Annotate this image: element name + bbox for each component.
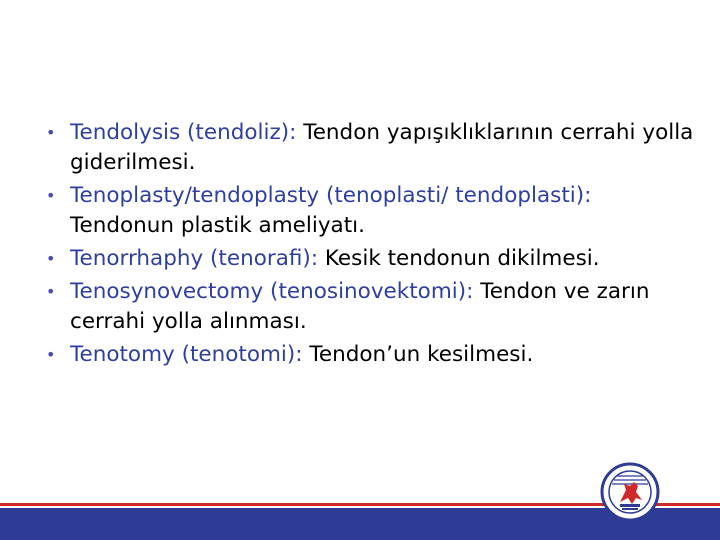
bullet-item-tenosynovectomy xyxy=(40,277,700,337)
definition-text: Tendon’un kesilmesi. xyxy=(302,342,534,367)
bullet-item-tendolysis xyxy=(40,118,700,178)
definition-text: Kesik tendonun dikilmesi. xyxy=(318,246,600,271)
definition-text: Tendon ve zarın cerrahi yolla alınması. xyxy=(70,279,650,334)
bullet-list xyxy=(40,118,700,373)
bullet-item-tenotomy xyxy=(40,340,700,370)
bullet-icon: • xyxy=(46,249,56,268)
bullet-item-tenoplasty xyxy=(40,181,700,241)
term-label: Tenorrhaphy (tenorafi): xyxy=(70,246,319,271)
university-seal-icon xyxy=(600,462,660,522)
definition-text: Tendonun plastik ameliyatı. xyxy=(70,213,365,238)
bullet-icon: • xyxy=(46,345,56,364)
term-label: Tenotomy (tenotomi): xyxy=(70,342,303,367)
definition-text: Tendon yapışıklıklarının cerrahi yolla giderilmesi. xyxy=(70,120,694,175)
bullet-icon: • xyxy=(46,282,56,301)
term-label: Tenoplasty/tendoplasty (tenoplasti/ tendoplasti): xyxy=(70,183,592,208)
bullet-icon: • xyxy=(46,186,56,205)
bullet-icon: • xyxy=(46,123,56,142)
term-label: Tenosynovectomy (tenosinovektomi): xyxy=(70,279,474,304)
bullet-item-tenorrhaphy xyxy=(40,244,700,274)
term-label: Tendolysis (tendoliz): xyxy=(70,120,297,145)
